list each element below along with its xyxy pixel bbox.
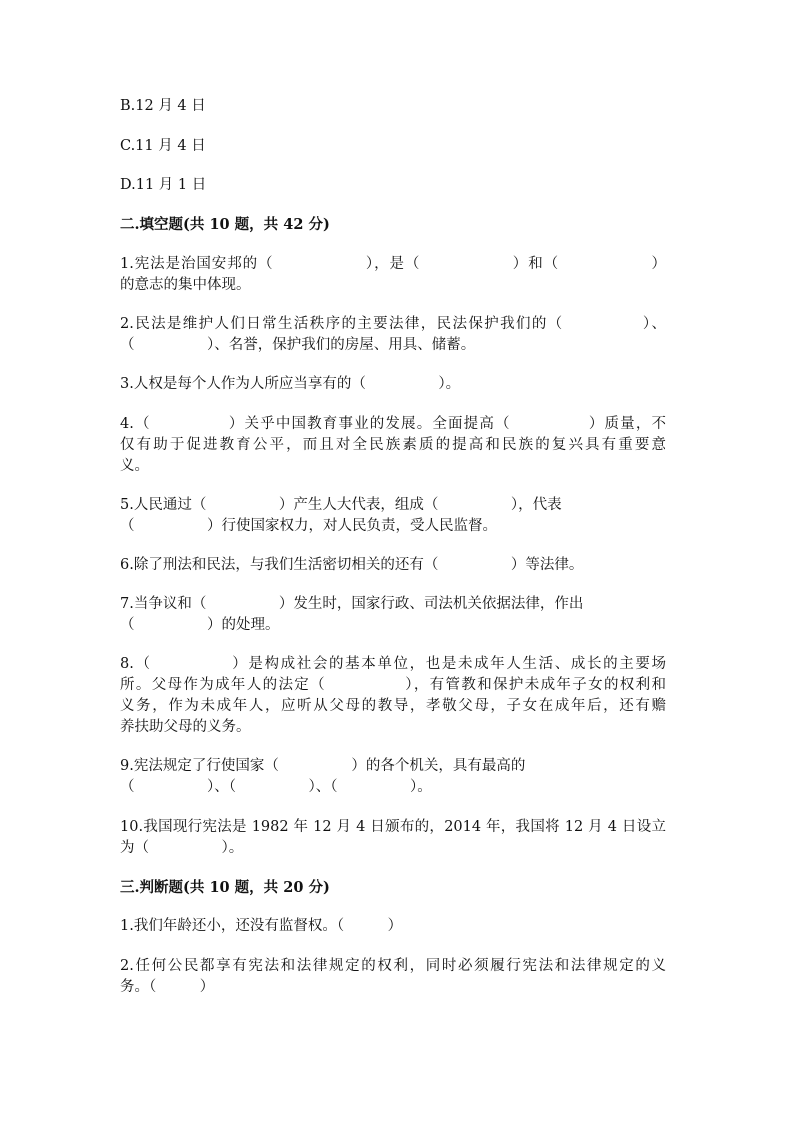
section-heading-true-false: 三.判断题(共 10 题，共 20 分): [120, 879, 330, 896]
question-6-line-1: 6.除了刑法和民法，与我们生活密切相关的还有（ ）等法律。: [120, 557, 584, 573]
judge-question-2-line-2: 务。（ ）: [120, 979, 215, 995]
question-9-line-1: 9.宪法规定了行使国家（ ）的各个机关，具有最高的: [120, 758, 526, 774]
question-1-line-2: 的意志的集中体现。: [120, 277, 251, 293]
question-9-line-2: （ ）、（ ）、（ ）。: [120, 779, 432, 795]
choice-option-d: D.11 月 1 日: [120, 177, 207, 193]
question-3-line-1: 3.人权是每个人作为人所应当享有的（ ）。: [120, 376, 461, 392]
question-2-line-2: （ ）、名誉，保护我们的房屋、用具、储蓄。: [120, 337, 476, 353]
question-2-line-1: 2.民法是维护人们日常生活秩序的主要法律，民法保护我们的（ ）、: [120, 316, 666, 332]
section-heading-fill-blank: 二.填空题(共 10 题，共 42 分): [120, 216, 330, 233]
question-8-line-1: 8.（ ）是构成社会的基本单位，也是未成年人生活、成长的主要场: [120, 656, 666, 672]
question-8-line-3: 义务，作为未成年人，应听从父母的教导，孝敬父母，子女在成年后，还有赡: [120, 698, 666, 714]
question-4-line-1: 4.（ ）关乎中国教育事业的发展。全面提高（ ）质量，不: [120, 416, 666, 432]
question-5-line-2: （ ）行使国家权力，对人民负责，受人民监督。: [120, 518, 497, 534]
judge-question-1-line-1: 1.我们年龄还小，还没有监督权。（ ）: [120, 918, 403, 934]
choice-option-c: C.11 月 4 日: [120, 138, 206, 154]
question-4-line-3: 义。: [120, 458, 149, 474]
question-8-line-2: 所。父母作为成年人的法定（ ），有管教和保护未成年子女的权利和: [120, 677, 666, 693]
choice-option-b: B.12 月 4 日: [120, 98, 206, 114]
question-7-line-2: （ ）的处理。: [120, 617, 280, 633]
question-8-line-4: 养扶助父母的义务。: [120, 719, 251, 735]
question-10-line-2: 为（ ）。: [120, 840, 244, 856]
question-7-line-1: 7.当争议和（ ）发生时，国家行政、司法机关依据法律，作出: [120, 596, 584, 612]
question-4-line-2: 仅有助于促进教育公平，而且对全民族素质的提高和民族的复兴具有重要意: [120, 437, 666, 453]
question-5-line-1: 5.人民通过（ ）产生人大代表，组成（ ），代表: [120, 497, 562, 513]
question-1-line-1: 1.宪法是治国安邦的（ ），是（ ）和（ ）: [120, 256, 666, 272]
question-10-line-1: 10.我国现行宪法是 1982 年 12 月 4 日颁布的，2014 年，我国将 12 月 4 日设立: [120, 819, 666, 835]
judge-question-2-line-1: 2.任何公民都享有宪法和法律规定的权利，同时必须履行宪法和法律规定的义: [120, 958, 666, 974]
